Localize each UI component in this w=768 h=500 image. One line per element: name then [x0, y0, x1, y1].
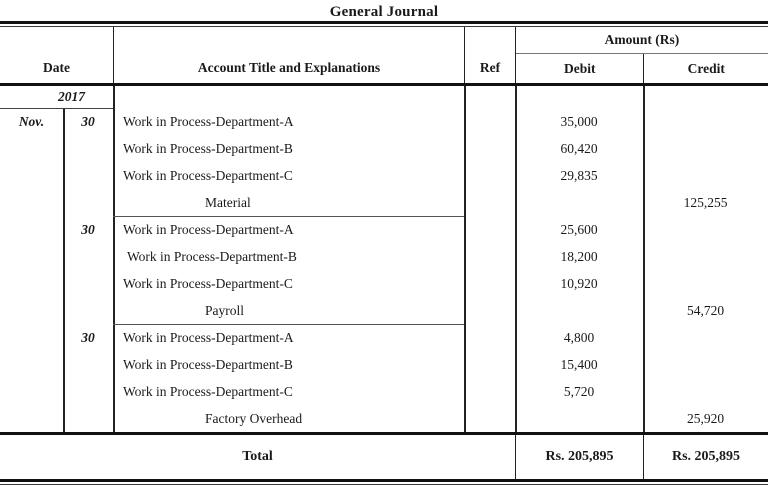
entry-day: 30: [81, 221, 95, 237]
entry-account-title: Payroll: [205, 302, 244, 318]
year-underline: [0, 108, 113, 109]
entry-account-title: Work in Process-Department-A: [123, 221, 294, 237]
entry-account-title: Material: [205, 194, 251, 210]
total-credit: Rs. 205,895: [643, 435, 768, 479]
entry-credit: [643, 216, 768, 243]
entry-month: [0, 297, 63, 324]
entry-debit: [515, 189, 643, 216]
entry-credit: [643, 243, 768, 270]
entry-month: [0, 405, 63, 432]
entry-account-title: Factory Overhead: [205, 410, 303, 426]
entry-ref: [464, 297, 515, 324]
entry-ref: [464, 135, 515, 162]
entry-debit: [515, 405, 643, 432]
header-ref: Ref: [464, 27, 515, 83]
entry-credit: [643, 378, 768, 405]
entry-debit: [515, 297, 643, 324]
entry-day: [63, 351, 113, 378]
journal-table: [0, 27, 768, 485]
entry-day: 30: [81, 113, 95, 129]
header-date: Date: [43, 60, 70, 75]
entry-account-title: Work in Process-Department-B: [127, 248, 297, 264]
entry-credit: 54,720: [686, 302, 725, 318]
entry-debit: 4,800: [563, 329, 595, 345]
entry-separator-line: [113, 324, 464, 325]
journal-entry-line: [0, 405, 768, 432]
journal-entry-line: [0, 297, 768, 324]
entry-credit: [643, 351, 768, 378]
entry-ref: [464, 189, 515, 216]
journal-entry-line: [0, 243, 768, 270]
entry-debit: 15,400: [560, 356, 598, 372]
total-label: Total: [242, 449, 273, 464]
entry-month: [0, 270, 63, 297]
entry-account-title: Work in Process-Department-B: [123, 356, 293, 372]
entry-ref: [464, 405, 515, 432]
entry-ref: [464, 216, 515, 243]
entry-ref: [464, 378, 515, 405]
journal-entry-line: [0, 108, 768, 135]
header-account-title: Account Title and Explanations: [113, 27, 464, 83]
header-amount-subcolumns: [516, 54, 768, 83]
year-label: 2017: [58, 89, 85, 104]
entry-ref: [464, 108, 515, 135]
entry-credit: [643, 135, 768, 162]
entry-day: [63, 243, 113, 270]
year-row: [0, 86, 768, 108]
entry-month: [0, 162, 63, 189]
entry-day: [63, 162, 113, 189]
entry-debit: 60,420: [560, 140, 598, 156]
entry-account-title: Work in Process-Department-B: [123, 140, 293, 156]
entry-month: [0, 378, 63, 405]
entry-credit: [643, 324, 768, 351]
entry-month: Nov.: [18, 113, 45, 129]
entry-credit: 25,920: [686, 410, 725, 426]
entry-debit: 35,000: [560, 113, 598, 129]
total-row: [0, 435, 768, 479]
entry-ref: [464, 243, 515, 270]
entry-month: [0, 324, 63, 351]
journal-entry-line: [0, 324, 768, 351]
header-amount-group: [515, 27, 768, 83]
entry-debit: 5,720: [563, 383, 595, 399]
entry-credit: [643, 162, 768, 189]
journal-entry-line: [0, 162, 768, 189]
journal-entry-line: [0, 351, 768, 378]
entry-month: [0, 189, 63, 216]
entry-separator-line: [113, 216, 464, 217]
entry-account-title: Work in Process-Department-C: [123, 383, 293, 399]
bottom-rule-thin: [0, 484, 768, 485]
entry-credit: [643, 270, 768, 297]
page-title: General Journal: [329, 4, 439, 20]
entry-day: [63, 189, 113, 216]
entry-debit: 29,835: [560, 167, 598, 183]
header-credit: Credit: [643, 54, 768, 83]
entry-day: [63, 405, 113, 432]
entry-account-title: Work in Process-Department-A: [123, 113, 294, 129]
journal-entry-line: [0, 216, 768, 243]
entry-debit: 25,600: [560, 221, 598, 237]
table-header-row: [0, 27, 768, 83]
journal-entry-line: [0, 270, 768, 297]
entry-account-title: Work in Process-Department-C: [123, 167, 293, 183]
entry-month: [0, 135, 63, 162]
entry-account-title: Work in Process-Department-A: [123, 329, 294, 345]
entry-day: [63, 297, 113, 324]
table-body: [0, 86, 768, 432]
total-debit: Rs. 205,895: [515, 435, 643, 479]
entry-credit: 125,255: [683, 194, 728, 210]
entry-debit: 18,200: [560, 248, 598, 264]
entry-month: [0, 351, 63, 378]
entry-debit: 10,920: [560, 275, 598, 291]
entry-day: [63, 270, 113, 297]
header-debit: Debit: [563, 61, 596, 76]
entry-ref: [464, 351, 515, 378]
entry-month: [0, 216, 63, 243]
entry-day: [63, 135, 113, 162]
journal-entry-line: [0, 378, 768, 405]
entry-day: 30: [81, 329, 95, 345]
entry-day: [63, 378, 113, 405]
entry-ref: [464, 270, 515, 297]
entry-ref: [464, 324, 515, 351]
entry-ref: [464, 162, 515, 189]
entry-month: [0, 243, 63, 270]
entry-credit: [643, 108, 768, 135]
header-amount-label: Amount (Rs): [516, 27, 768, 54]
journal-entry-line: [0, 135, 768, 162]
journal-entry-line: [0, 189, 768, 216]
entry-account-title: Work in Process-Department-C: [123, 275, 293, 291]
